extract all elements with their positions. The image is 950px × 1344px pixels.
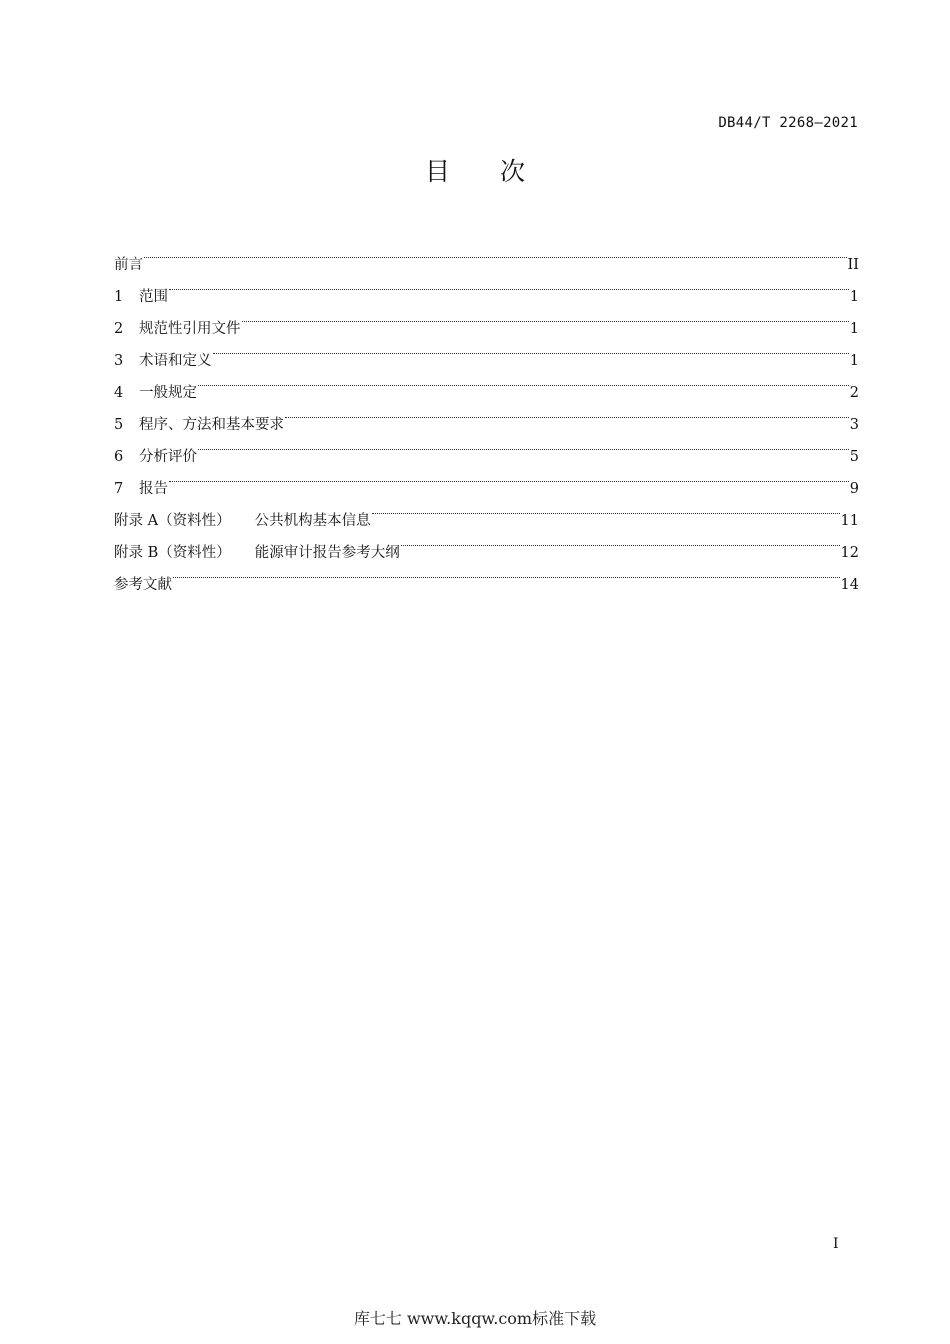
toc-leader-dots [213, 333, 849, 365]
toc-leader-dots [372, 493, 840, 525]
toc-entry-label: 范围 [139, 289, 168, 305]
toc-entry-number: 5 [114, 417, 124, 433]
toc-leader-dots [198, 429, 849, 461]
toc-entry-label: 附录 B（资料性） [114, 545, 231, 561]
toc-entry-number: 7 [114, 481, 124, 497]
toc-entry-page: 12 [840, 545, 859, 561]
toc-entry-page: 1 [849, 321, 859, 337]
toc-entry-number: 6 [114, 449, 124, 465]
toc-entry-label: 分析评价 [139, 449, 197, 465]
toc-entry-analysis[interactable] [114, 429, 859, 465]
toc-entry-page: 5 [849, 449, 859, 465]
toc-entry-label: 附录 A（资料性） [114, 513, 231, 529]
toc-list [114, 237, 859, 593]
toc-leader-dots [144, 237, 847, 269]
toc-title-char-2: 次 [500, 157, 526, 186]
toc-entry-appendix-a[interactable] [114, 493, 859, 529]
toc-entry-label: 报告 [139, 481, 168, 497]
toc-entry-sublabel: 能源审计报告参考大纲 [254, 545, 400, 561]
toc-entry-label: 参考文献 [114, 577, 172, 593]
toc-entry-scope[interactable] [114, 269, 859, 305]
toc-entry-foreword[interactable] [114, 237, 859, 273]
toc-entry-page: II [847, 257, 859, 273]
toc-entry-normative-references[interactable] [114, 301, 859, 337]
toc-leader-dots [169, 461, 849, 493]
toc-entry-general-provisions[interactable] [114, 365, 859, 401]
toc-entry-page: 9 [849, 481, 859, 497]
toc-entry-label: 程序、方法和基本要求 [139, 417, 284, 433]
toc-title-char-1: 目 [424, 157, 450, 186]
toc-entry-page: 1 [849, 289, 859, 305]
toc-entry-page: 3 [849, 417, 859, 433]
toc-entry-page: 14 [840, 577, 859, 593]
page-number: I [833, 1236, 839, 1252]
toc-leader-dots [242, 301, 849, 333]
toc-entry-label: 一般规定 [139, 385, 197, 401]
toc-entry-page: 2 [849, 385, 859, 401]
toc-entry-label: 规范性引用文件 [139, 321, 241, 337]
toc-leader-dots [198, 365, 849, 397]
toc-title [0, 152, 950, 188]
toc-entry-bibliography[interactable] [114, 557, 859, 593]
toc-entry-number: 2 [114, 321, 124, 337]
toc-entry-procedures[interactable] [114, 397, 859, 433]
toc-entry-page: 1 [849, 353, 859, 369]
toc-entry-label: 术语和定义 [139, 353, 212, 369]
toc-entry-number: 1 [114, 289, 124, 305]
toc-entry-label: 前言 [114, 257, 143, 273]
toc-leader-dots [169, 269, 849, 301]
toc-entry-page: 11 [840, 513, 859, 529]
toc-entry-sublabel: 公共机构基本信息 [254, 513, 371, 529]
toc-leader-dots [285, 397, 849, 429]
toc-leader-dots [401, 525, 840, 557]
toc-leader-dots [173, 557, 840, 589]
document-code: DB44/T 2268—2021 [718, 115, 858, 131]
toc-entry-terms-definitions[interactable] [114, 333, 859, 369]
footer-watermark-text: 库七七 www.kqqw.com标准下载 [353, 1309, 597, 1328]
toc-entry-number: 3 [114, 353, 124, 369]
toc-entry-number: 4 [114, 385, 124, 401]
toc-entry-report[interactable] [114, 461, 859, 497]
